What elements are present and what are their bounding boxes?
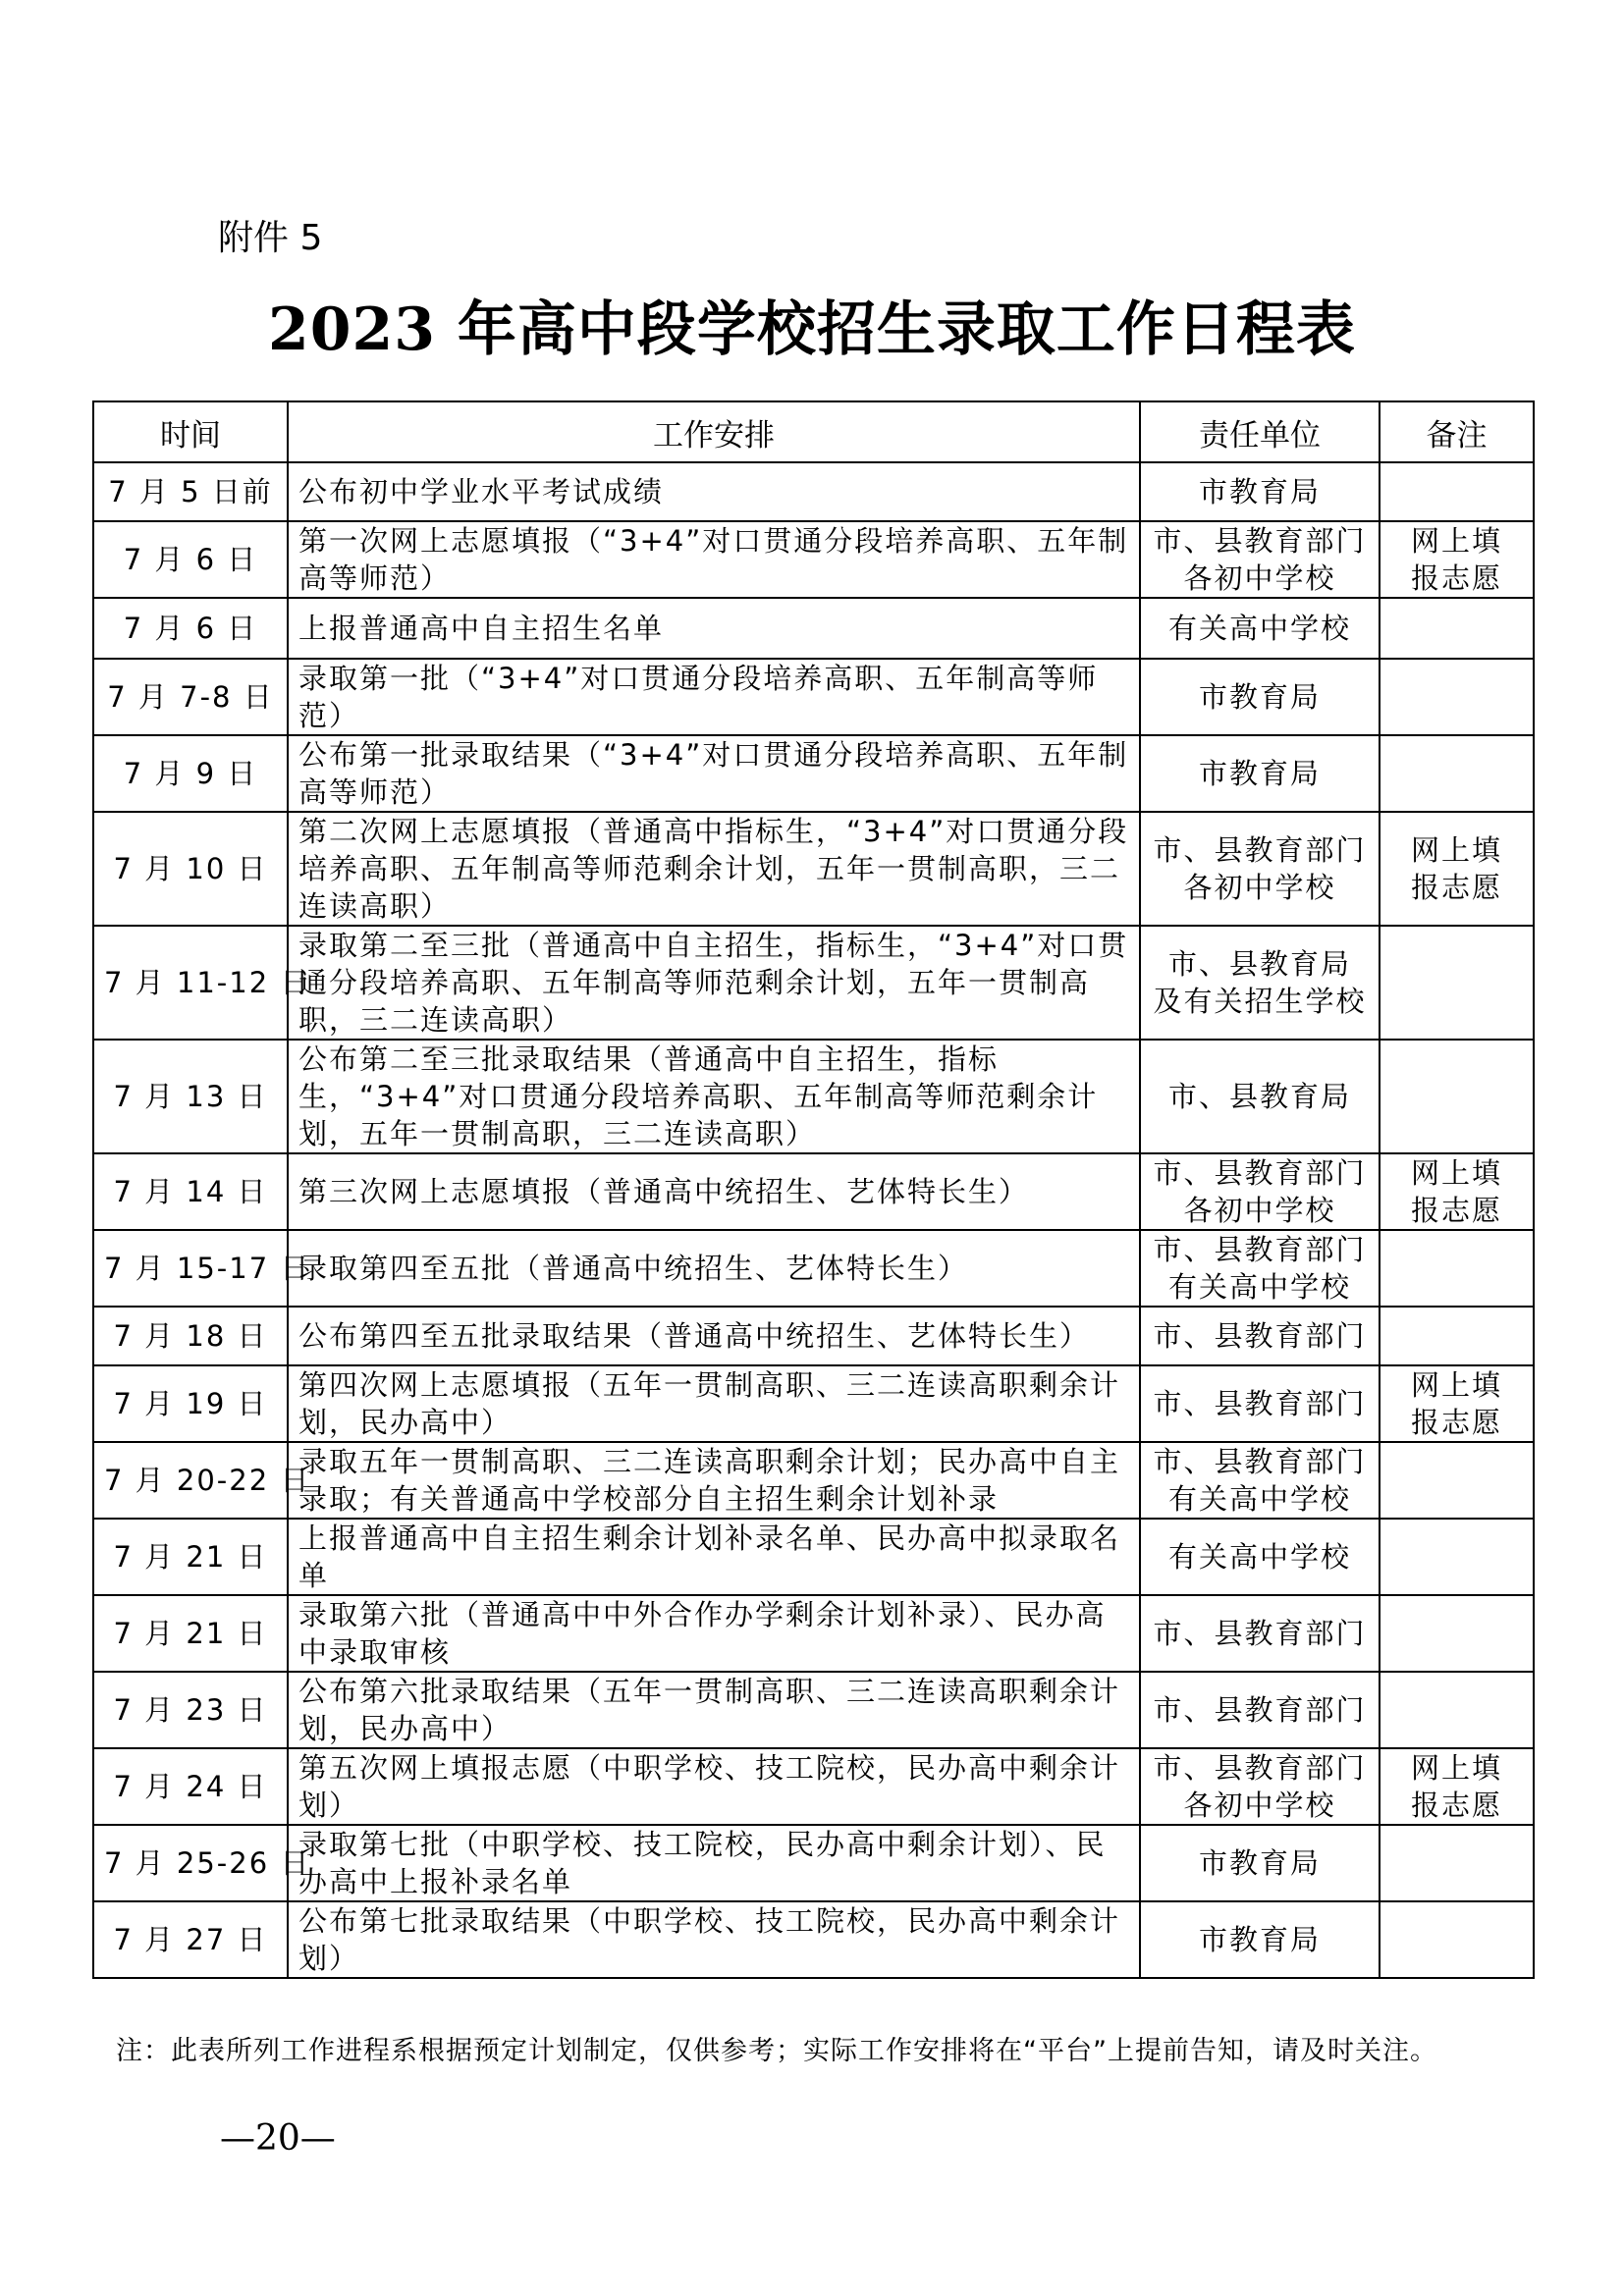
row-date: 7 月 23 日 <box>93 1672 288 1748</box>
row-date: 7 月 25-26 日 <box>93 1825 288 1901</box>
row-task: 公布第六批录取结果（五年一贯制高职、三二连读高职剩余计划，民办高中） <box>288 1672 1140 1748</box>
row-date: 7 月 6 日 <box>93 521 288 598</box>
row-task: 录取第二至三批（普通高中自主招生，指标生，“3+4”对口贯通分段培养高职、五年制高等师范剩余计划，五年一贯制高职，三二连读高职） <box>288 926 1140 1040</box>
row-note: 网上填 报志愿 <box>1380 1748 1534 1825</box>
row-task: 第五次网上填报志愿（中职学校、技工院校，民办高中剩余计划） <box>288 1748 1140 1825</box>
row-unit: 市、县教育部门 有关高中学校 <box>1140 1230 1380 1307</box>
row-note <box>1380 1442 1534 1519</box>
row-unit: 市、县教育部门 各初中学校 <box>1140 812 1380 926</box>
row-note: 网上填 报志愿 <box>1380 1365 1534 1442</box>
row-note <box>1380 462 1534 521</box>
row-task: 第三次网上志愿填报（普通高中统招生、艺体特长生） <box>288 1153 1140 1230</box>
row-note: 网上填 报志愿 <box>1380 812 1534 926</box>
row-note: 网上填 报志愿 <box>1380 1153 1534 1230</box>
table-row <box>93 1442 1534 1519</box>
table-footnote: 注：此表所列工作进程系根据预定计划制定，仅供参考；实际工作安排将在“平台”上提前告知，请及时关注。 <box>116 2036 1437 2066</box>
header-time: 时间 <box>93 401 288 462</box>
table-row <box>93 1040 1534 1153</box>
row-task: 录取第一批（“3+4”对口贯通分段培养高职、五年制高等师范） <box>288 659 1140 735</box>
row-unit: 市、县教育部门 <box>1140 1365 1380 1442</box>
row-date: 7 月 6 日 <box>93 598 288 659</box>
row-date: 7 月 13 日 <box>93 1040 288 1153</box>
table-row <box>93 521 1534 598</box>
table-row <box>93 598 1534 659</box>
row-note <box>1380 735 1534 812</box>
row-task: 公布第四至五批录取结果（普通高中统招生、艺体特长生） <box>288 1307 1140 1365</box>
row-note <box>1380 1307 1534 1365</box>
row-date: 7 月 15-17 日 <box>93 1230 288 1307</box>
row-task: 上报普通高中自主招生名单 <box>288 598 1140 659</box>
table-row <box>93 462 1534 521</box>
row-note <box>1380 1230 1534 1307</box>
attachment-label: 附件 5 <box>218 218 323 258</box>
table-row <box>93 735 1534 812</box>
row-unit: 市、县教育部门 有关高中学校 <box>1140 1442 1380 1519</box>
table-row <box>93 1153 1534 1230</box>
row-date: 7 月 5 日前 <box>93 462 288 521</box>
row-task: 公布第二至三批录取结果（普通高中自主招生，指标生，“3+4”对口贯通分段培养高职、五年制高等师范剩余计划，五年一贯制高职，三二连读高职） <box>288 1040 1140 1153</box>
row-unit: 市教育局 <box>1140 659 1380 735</box>
row-unit: 有关高中学校 <box>1140 598 1380 659</box>
row-unit: 市、县教育部门 各初中学校 <box>1140 1153 1380 1230</box>
row-note <box>1380 926 1534 1040</box>
row-date: 7 月 11-12 日 <box>93 926 288 1040</box>
row-date: 7 月 21 日 <box>93 1519 288 1595</box>
row-date: 7 月 20-22 日 <box>93 1442 288 1519</box>
row-unit: 市、县教育部门 各初中学校 <box>1140 521 1380 598</box>
row-task: 录取五年一贯制高职、三二连读高职剩余计划；民办高中自主录取；有关普通高中学校部分自主招生剩余计划补录 <box>288 1442 1140 1519</box>
row-date: 7 月 10 日 <box>93 812 288 926</box>
row-task: 公布第一批录取结果（“3+4”对口贯通分段培养高职、五年制高等师范） <box>288 735 1140 812</box>
row-unit: 市、县教育局 及有关招生学校 <box>1140 926 1380 1040</box>
row-note <box>1380 1825 1534 1901</box>
row-task: 录取第四至五批（普通高中统招生、艺体特长生） <box>288 1230 1140 1307</box>
row-date: 7 月 18 日 <box>93 1307 288 1365</box>
header-unit: 责任单位 <box>1140 401 1380 462</box>
row-task: 第四次网上志愿填报（五年一贯制高职、三二连读高职剩余计划，民办高中） <box>288 1365 1140 1442</box>
row-task: 公布第七批录取结果（中职学校、技工院校，民办高中剩余计划） <box>288 1901 1140 1978</box>
row-note <box>1380 1672 1534 1748</box>
row-date: 7 月 27 日 <box>93 1901 288 1978</box>
table-row <box>93 1307 1534 1365</box>
row-unit: 市教育局 <box>1140 735 1380 812</box>
table-row <box>93 1672 1534 1748</box>
row-unit: 市、县教育局 <box>1140 1040 1380 1153</box>
table-row <box>93 1230 1534 1307</box>
row-date: 7 月 21 日 <box>93 1595 288 1672</box>
row-unit: 市、县教育部门 <box>1140 1307 1380 1365</box>
row-note <box>1380 1519 1534 1595</box>
row-note: 网上填 报志愿 <box>1380 521 1534 598</box>
row-date: 7 月 14 日 <box>93 1153 288 1230</box>
header-task: 工作安排 <box>288 401 1140 462</box>
table-row <box>93 1825 1534 1901</box>
row-unit: 有关高中学校 <box>1140 1519 1380 1595</box>
table-row <box>93 1748 1534 1825</box>
table-header-row <box>93 401 1534 462</box>
row-unit: 市教育局 <box>1140 1825 1380 1901</box>
schedule-table <box>92 400 1535 1979</box>
row-note <box>1380 1040 1534 1153</box>
row-note <box>1380 1901 1534 1978</box>
row-date: 7 月 24 日 <box>93 1748 288 1825</box>
table-row <box>93 926 1534 1040</box>
table-row <box>93 659 1534 735</box>
row-task: 录取第七批（中职学校、技工院校，民办高中剩余计划）、民办高中上报补录名单 <box>288 1825 1140 1901</box>
table-row <box>93 1595 1534 1672</box>
page-number: —20— <box>220 2118 336 2159</box>
schedule-table-body <box>93 462 1534 1978</box>
row-task: 录取第六批（普通高中中外合作办学剩余计划补录）、民办高中录取审核 <box>288 1595 1140 1672</box>
document-title: 2023 年高中段学校招生录取工作日程表 <box>268 295 1356 364</box>
row-task: 上报普通高中自主招生剩余计划补录名单、民办高中拟录取名单 <box>288 1519 1140 1595</box>
row-task: 第二次网上志愿填报（普通高中指标生，“3+4”对口贯通分段培养高职、五年制高等师范剩余计划，五年一贯制高职，三二连读高职） <box>288 812 1140 926</box>
row-note <box>1380 659 1534 735</box>
table-row <box>93 1519 1534 1595</box>
row-date: 7 月 9 日 <box>93 735 288 812</box>
row-unit: 市教育局 <box>1140 1901 1380 1978</box>
row-unit: 市、县教育部门 <box>1140 1672 1380 1748</box>
row-note <box>1380 1595 1534 1672</box>
row-note <box>1380 598 1534 659</box>
table-row <box>93 812 1534 926</box>
row-task: 公布初中学业水平考试成绩 <box>288 462 1140 521</box>
row-date: 7 月 19 日 <box>93 1365 288 1442</box>
table-row <box>93 1901 1534 1978</box>
table-row <box>93 1365 1534 1442</box>
row-unit: 市、县教育部门 <box>1140 1595 1380 1672</box>
row-date: 7 月 7-8 日 <box>93 659 288 735</box>
row-unit: 市教育局 <box>1140 462 1380 521</box>
header-note: 备注 <box>1380 401 1534 462</box>
row-unit: 市、县教育部门 各初中学校 <box>1140 1748 1380 1825</box>
row-task: 第一次网上志愿填报（“3+4”对口贯通分段培养高职、五年制高等师范） <box>288 521 1140 598</box>
